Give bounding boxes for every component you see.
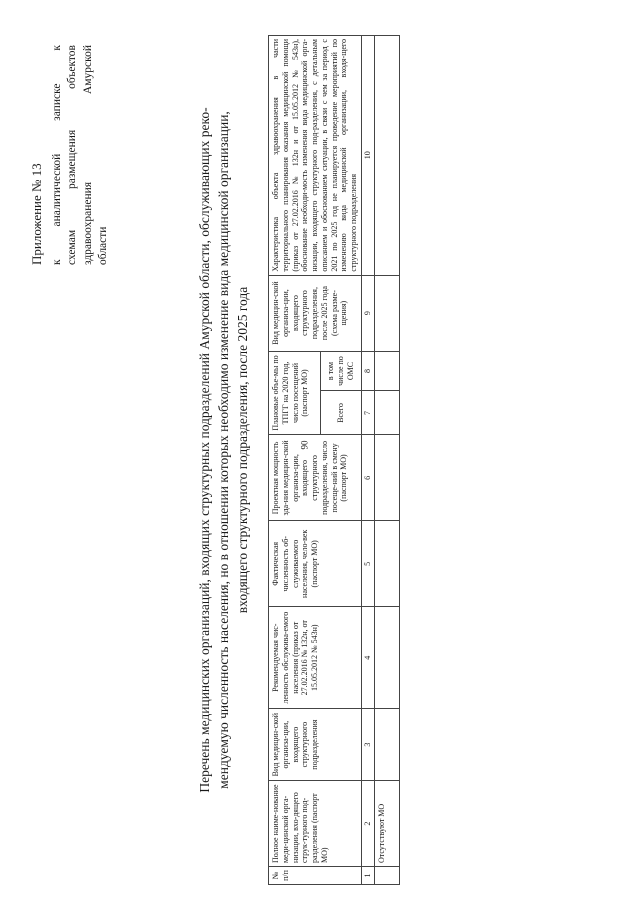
header-cell-characteristics: Характеристика объекта здравоохранения в части территориального планирования оказания медицинской помощи (приказ от 27.02.2016 № 132н и от 15.05.2012 № 543н), обоснование необходи-мость изменения вида медицинской орга-низации, входящего структурного под-разделения, с детальным описанием и обоснованием ситуации, в связи с чем за период с 2021 по 2025 год не планируется проведение мероприятий по изменению вида медицинской организации, входя-щего структурного подразделения bbox=[269, 36, 362, 276]
header-cell-design-capacity: Проектная мощность зда-ния медицин-ской организа-ции, входящего структурного подразделения, число посеще-ний в смену (паспорт МО) bbox=[269, 435, 362, 521]
document-heading bbox=[196, 35, 253, 865]
table-cell bbox=[374, 275, 399, 351]
header-cell-full-name: Полное наиме-нование меди-цинской орга-низации, вхо-дящего струк-турного под-разделения (паспорт МО) bbox=[269, 781, 362, 867]
column-number: 7 bbox=[361, 391, 374, 435]
header-cell-recommended-population: Рекомендуемая чис-ленность обслужива-емого населения (приказ от 27.02.2016 № 132н, от 15.05.2012 № 543н) bbox=[269, 607, 362, 709]
table-cell-name: Отсутствуют МО bbox=[374, 781, 399, 867]
heading-line: Перечень медицинских организаций, входящих структурных подразделений Амурской области, обслуживающих реко- bbox=[197, 107, 212, 793]
column-number: 9 bbox=[361, 275, 374, 351]
column-number: 8 bbox=[361, 351, 374, 391]
appendix-line: к аналитической записке к bbox=[50, 45, 63, 265]
header-cell-actual-population: Фактическая численность об-служиваемого населения, чело-век (паспорт МО) bbox=[269, 521, 362, 607]
appendix-line: области bbox=[97, 226, 110, 265]
column-number: 6 bbox=[361, 435, 374, 521]
appendix-block bbox=[28, 45, 112, 265]
heading-line: мендуемую численность населения, но в отношении которых необходимо изменение вида медицинской организации, bbox=[215, 111, 231, 789]
table-cell bbox=[374, 709, 399, 781]
table-row bbox=[374, 36, 399, 885]
page-number: 90 bbox=[299, 440, 310, 450]
table-cell bbox=[374, 607, 399, 709]
header-cell-planned-volumes: Плановые объе-мы по ТПГГ на 2020 год, число посещений (паспорт МО) bbox=[269, 351, 321, 435]
column-number: 1 bbox=[361, 867, 374, 885]
heading-line: входящего структурного подразделения, после 2025 года bbox=[234, 286, 250, 614]
table-header-row bbox=[269, 36, 321, 885]
table-cell bbox=[374, 867, 399, 885]
table-cell bbox=[374, 36, 399, 276]
header-cell-org-type: Вид медицин-ской организа-ции, входящего структурного подразделения bbox=[269, 709, 362, 781]
header-cell-org-type-after-2025: Вид медицин-ской организа-ции, входящего структурного подразделения, после 2025 года (схема разме-щения) bbox=[269, 275, 362, 351]
header-cell-number: № п/п bbox=[269, 867, 362, 885]
header-cell-oms: в том числе по ОМС bbox=[321, 351, 362, 391]
appendix-title: Приложение № 13 bbox=[29, 163, 44, 265]
header-cell-total: Всего bbox=[321, 391, 362, 435]
column-number: 5 bbox=[361, 521, 374, 607]
table-cell bbox=[374, 435, 399, 521]
table-cell bbox=[374, 521, 399, 607]
organizations-table bbox=[268, 35, 400, 885]
column-number: 3 bbox=[361, 709, 374, 781]
column-number: 10 bbox=[361, 36, 374, 276]
column-numbers-row bbox=[361, 36, 374, 885]
column-number: 2 bbox=[361, 781, 374, 867]
column-number: 4 bbox=[361, 607, 374, 709]
appendix-line: здравоохранения Амурской bbox=[81, 45, 94, 265]
appendix-line: схемам размещения объектов bbox=[66, 45, 79, 265]
table-cell bbox=[374, 351, 399, 391]
table-cell bbox=[374, 391, 399, 435]
